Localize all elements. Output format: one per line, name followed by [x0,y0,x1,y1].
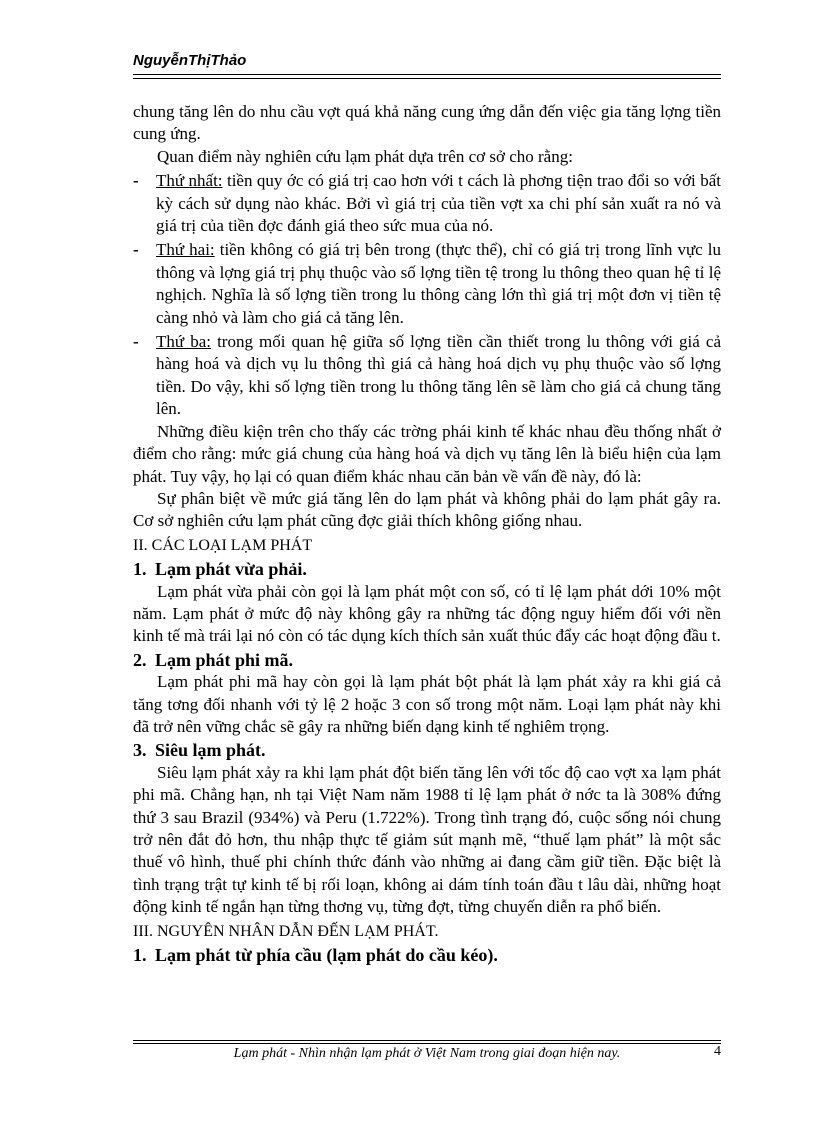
subsection-heading [133,739,721,761]
dash-bullet-icon: - [133,171,139,191]
page-footer [133,1040,721,1062]
paragraph: Sự phân biệt về mức giá tăng lên do lạm phát và không phải do lạm phát gây ra. Cơ sở nghiên cứu lạm phát cũng đợc giải thích không giống nhau. [133,488,721,531]
header-author: NguyễnThịThảo [133,52,247,69]
page-body [133,101,721,966]
footer-title: Lạm phát - Nhìn nhận lạm phát ở Việt Nam trong giai đoạn hiện nay. [233,1046,621,1061]
paragraph: Siêu lạm phát xảy ra khi lạm phát đột biến tăng lên với tốc độ cao vợt xa lạm phát phi mã. Chẳng hạn, nh tại Việt Nam năm 1988 tỉ lệ lạm phát ở nớc ta là 308% đứng thứ 3 sau Brazil (934%) và Peru (1.722%). Trong tình trạng đó, cuộc sống nói chung trở nên đắt đỏ hơn, thu nhập thực tế giảm sút mạnh mẽ, “thuế lạm phát” là một sắc thuế vô hình, thuế phi chính thức đánh vào những ai đang cầm giữ tiền. Đặc biệt là tình trạng trật tự kinh tế bị rối loạn, không ai dám tính toán đầu t lâu dài, những hoạt động kinh tế ngắn hạn từng thơng vụ, từng đợt, từng chuyến diễn ra phổ biến. [133,762,721,917]
bullet-text: tiền không có giá trị bên trong (thực thể), chỉ có giá trị trong lĩnh vực lu thông và lợng giá trị phụ thuộc vào số lợng tiền tệ trong lu thông theo quan hệ tỉ lệ nghịch. Nghĩa là số lợng tiền trong lu thông càng lớn thì giá trị một đơn vị tiền tệ càng nhỏ và làm cho giá cả tăng lên. [156,240,722,327]
bullet-label: Thứ ba: [156,332,211,352]
footer-divider [133,1040,721,1044]
subsection-number: 3. [133,740,147,761]
paragraph: Lạm phát vừa phải còn gọi là lạm phát một con số, có tỉ lệ lạm phát dới 10% một năm. Lạm phát ở mức độ này không gây ra những tác động nguy hiểm đối với nền kinh tế mà trái lại nó còn có tác dụng kích thích sản xuất thúc đẩy các hoạt động đầu t. [133,581,721,646]
subsection-number: 1. [133,945,147,966]
dash-bullet-icon: - [133,332,139,352]
page-number: 4 [714,1044,721,1059]
paragraph: chung tăng lên do nhu cầu vợt quá khả năng cung ứng dẫn đến việc gia tăng lợng tiền cung ứng. [133,102,721,144]
paragraph: Những điều kiện trên cho thấy các trờng phái kinh tế khác nhau đều thống nhất ở điểm cho rằng: mức giá chung của hàng hoá và dịch vụ tăng lên là biểu hiện của lạm phát. Tuy vậy, họ lại có quan điểm khác nhau căn bản về vấn đề này, đó là: [133,421,721,486]
bullet-label: Thứ nhất: [156,171,223,191]
bullet-text: trong mối quan hệ giữa số lợng tiền cần thiết trong lu thông với giá cả hàng hoá và dịch vụ lu thông thì giá cả hàng hoá dịch vụ phụ thuộc vào số lợng tiền. Do vậy, khi số lợng tiền trong lu thông tăng lên sẽ làm cho giá cả chung tăng lên. [156,332,721,419]
paragraph: Lạm phát phi mã hay còn gọi là lạm phát bột phát là lạm phát xảy ra khi giá cả tăng tơng đối nhanh với tỷ lệ 2 hoặc 3 con số trong một năm. Loại lạm phát này khi đã trở nên vững chắc sẽ gây ra những biến dạng kinh tế nghiêm trọng. [133,672,721,736]
bullet-item [133,170,721,237]
subsection-heading [133,649,721,671]
subsection-title: Lạm phát từ phía cầu (lạm phát do cầu kéo). [155,945,498,966]
dash-bullet-icon: - [133,240,139,260]
bullet-label: Thứ hai: [156,240,215,260]
section-heading: II. CÁC LOẠI LẠM PHÁT [133,536,313,554]
subsection-heading [133,558,721,580]
paragraph: Quan điểm này nghiên cứu lạm phát dựa trên cơ sở cho rằng: [157,146,573,166]
subsection-title: Siêu lạm phát. [155,740,266,761]
bullet-item [133,331,721,421]
bullet-item [133,239,721,329]
subsection-number: 1. [133,559,147,580]
subsection-number: 2. [133,649,147,670]
section-heading: III. NGUYÊN NHÂN DẪN ĐẾN LẠM PHÁT. [133,922,439,940]
subsection-title: Lạm phát vừa phải. [155,559,307,580]
subsection-heading [133,944,721,966]
subsection-title: Lạm phát phi mã. [155,649,294,670]
bullet-text: tiền quy ớc có giá trị cao hơn với t cách là phơng tiện trao đổi so với bất kỳ cách sử dụng nào khác. Bởi vì giá trị của tiền vợt xa chi phí sản xuất ra nó và giá trị của tiền đợc đánh giá theo sức mua của nó. [156,171,721,236]
header-divider [133,74,721,79]
